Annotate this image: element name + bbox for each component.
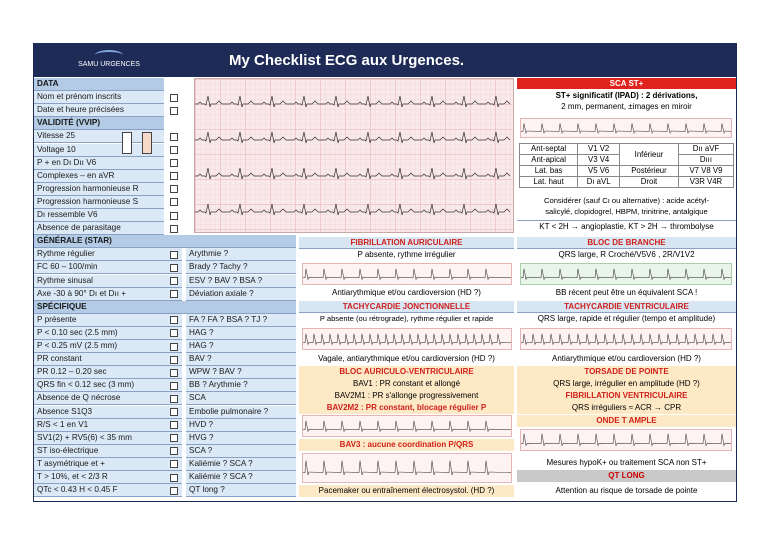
sca-consider2: salicylé, clopidogrel, HBPM, trinitrine, antalgique	[545, 207, 708, 216]
logo-text: SAMU URGENCES	[78, 61, 140, 68]
cell: Ant-apical	[520, 155, 578, 166]
checkbox[interactable]	[170, 159, 178, 167]
qt-note: Attention au risque de torsade de pointe	[555, 486, 698, 495]
checkbox[interactable]	[170, 356, 178, 364]
cell: V3R V4R	[678, 177, 733, 188]
cell: Postérieur	[620, 166, 679, 177]
cell: Dıı aVF	[678, 144, 733, 155]
checklist-item: SV1(2) + RV5(6) < 35 mm	[34, 432, 182, 445]
cell: Dı aVL	[578, 177, 620, 188]
bb-ecg-strip	[520, 263, 732, 285]
checkbox[interactable]	[170, 94, 178, 102]
checkbox[interactable]	[170, 329, 178, 337]
checkbox[interactable]	[170, 369, 178, 377]
checklist-item: PR constant	[34, 353, 182, 366]
checklist-item: T > 10%, et < 2/3 R	[34, 471, 182, 484]
bb-title: BLOC DE BRANCHE	[517, 237, 736, 249]
cell: Dııı	[678, 155, 733, 166]
question-item: Kaliémie ? SCA ?	[186, 458, 296, 471]
question-item: SCA	[186, 392, 296, 405]
checkbox[interactable]	[170, 185, 178, 193]
checkbox[interactable]	[170, 395, 178, 403]
checklist-item: Nom et prénom inscrits	[34, 91, 164, 104]
samu-logo	[74, 50, 144, 72]
tdp-line: QRS large, irrégulier en amplitude (HD ?)	[517, 378, 736, 390]
ot-note: Mesures hypoK+ ou traitement SCA non ST+	[546, 458, 707, 467]
speed-marker	[122, 132, 132, 154]
question-item: ESV ? BAV ? BSA ?	[186, 275, 296, 288]
ot-ecg-strip	[520, 429, 732, 451]
cell: V7 V8 V9	[678, 166, 733, 177]
checklist-item: Rythme sinusal	[34, 275, 182, 288]
checklist-card	[33, 43, 737, 502]
checkbox[interactable]	[170, 172, 178, 180]
question-item: HAG ?	[186, 340, 296, 353]
question-item: Déviation axiale ?	[186, 288, 296, 301]
bav-title: BLOC AURICULO-VENTRICULAIRE	[299, 366, 514, 378]
bav-note: Pacemaker ou entraînement électrosystol. (HD ?)	[299, 485, 514, 497]
checkbox[interactable]	[170, 146, 178, 154]
checklist-item: Complexes – en aVR	[34, 170, 164, 183]
section-header: GÉNÉRALE (STAR)	[34, 235, 296, 248]
tv-ecg-strip	[520, 328, 732, 350]
checkbox[interactable]	[170, 408, 178, 416]
sca-ecg-strip	[520, 118, 732, 138]
fa-ecg-strip	[302, 263, 512, 285]
tj-ecg-strip	[302, 328, 512, 350]
checkbox[interactable]	[170, 277, 178, 285]
ecg-12-lead-grid	[194, 78, 514, 233]
tj-line: P absente (ou rétrograde), rythme régulier et rapide	[299, 313, 514, 325]
checkbox[interactable]	[170, 421, 178, 429]
bav1-line: BAV1 : PR constant et allongé	[299, 378, 514, 390]
question-item: Kaliémie ? SCA ?	[186, 471, 296, 484]
qt-title: QT LONG	[517, 470, 736, 482]
checklist-item: QTc < 0.43 H < 0.45 F	[34, 484, 182, 497]
checklist-item: Absence de parasitage	[34, 222, 164, 235]
section-header: DATA	[34, 78, 164, 91]
tdp-title: TORSADE DE POINTE	[517, 366, 736, 378]
question-item: Arythmie ?	[186, 248, 296, 261]
fv-title: FIBRILLATION VENTRICULAIRE	[517, 390, 736, 402]
bav-ecg-strip	[302, 415, 512, 437]
checkbox[interactable]	[170, 264, 178, 272]
ecg-trace	[195, 79, 514, 233]
cell: Droit	[620, 177, 679, 188]
checklist-item: Date et heure précisées	[34, 104, 164, 117]
checkbox[interactable]	[170, 290, 178, 298]
checklist-item: P présente	[34, 314, 182, 327]
tv-note: Antiarythmique et/ou cardioversion (HD ?)	[552, 354, 701, 363]
tv-line: QRS large, rapide et régulier (tempo et amplitude)	[537, 314, 716, 323]
cell: Ant-septal	[520, 144, 578, 155]
question-item: BAV ?	[186, 353, 296, 366]
checkbox[interactable]	[170, 474, 178, 482]
checklist-item: Progression harmonieuse S	[34, 196, 164, 209]
checklist-item: P < 0.10 sec (2.5 mm)	[34, 327, 182, 340]
checkbox[interactable]	[170, 487, 178, 495]
bb-line: QRS large, R Croché/V5V6 , 2R/V1V2	[558, 250, 695, 259]
cell: Lat. bas	[520, 166, 578, 177]
checklist-item: T asymétrique et +	[34, 458, 182, 471]
question-item: QT long ?	[186, 484, 296, 497]
checklist-item: Voltage 10	[34, 144, 164, 157]
checkbox[interactable]	[170, 382, 178, 390]
fa-note: Antiarythmique et/ou cardioversion (HD ?)	[299, 287, 514, 299]
sca-territory-table	[519, 143, 734, 188]
question-item: HAG ?	[186, 327, 296, 340]
question-item: HVG ?	[186, 432, 296, 445]
ot-title: ONDE T AMPLE	[517, 415, 736, 427]
question-item: HVD ?	[186, 419, 296, 432]
checklist-item: R/S < 1 en V1	[34, 419, 182, 432]
page-title: My Checklist ECG aux Urgences.	[229, 52, 465, 69]
checkbox[interactable]	[170, 343, 178, 351]
cell: V5 V6	[578, 166, 620, 177]
checkbox[interactable]	[170, 198, 178, 206]
checklist-item: QRS fin < 0.12 sec (3 mm)	[34, 379, 182, 392]
checkbox[interactable]	[170, 225, 178, 233]
checklist-item: PR 0.12 – 0.20 sec	[34, 366, 182, 379]
checklist-item: Rythme régulier	[34, 248, 182, 261]
checklist-item: Absence de Q nécrose	[34, 392, 182, 405]
checklist-item: ST iso-électrique	[34, 445, 182, 458]
checklist-item: P + en Dı Dıı V6	[34, 157, 164, 170]
header-bar	[34, 44, 736, 77]
checkbox[interactable]	[170, 316, 178, 324]
fv-line: QRS irréguliers ≈ ACR → CPR	[517, 402, 736, 414]
cell: Lat. haut	[520, 177, 578, 188]
checklist-item: FC 60 – 100/min	[34, 261, 182, 274]
checkbox[interactable]	[170, 133, 178, 141]
question-item: Brady ? Tachy ?	[186, 261, 296, 274]
bb-note: BB récent peut être un équivalent SCA !	[555, 288, 698, 297]
voltage-marker	[142, 132, 152, 154]
tj-note: Vagale, antiarythmique et/ou cardioversion (HD ?)	[299, 353, 514, 365]
sca-line2: 2 mm, permanent, ±images en miroir	[561, 102, 692, 111]
checkbox[interactable]	[170, 460, 178, 468]
fa-title: FIBRILLATION AURICULAIRE	[299, 237, 514, 249]
checklist-item: Dı ressemble V6	[34, 209, 164, 222]
cell: Inférieur	[620, 144, 679, 166]
question-item: SCA ?	[186, 445, 296, 458]
checklist-item: P < 0.25 mV (2.5 mm)	[34, 340, 182, 353]
sca-kt: KT < 2H → angioplastie, KT > 2H → thrombolyse	[517, 220, 736, 232]
checklist-item: Axe -30 à 90° Dı et Dıı +	[34, 288, 182, 301]
bav2m1-line: BAV2M1 : PR s'allonge progressivement	[299, 390, 514, 402]
checkbox[interactable]	[170, 212, 178, 220]
checklist-item: Absence S1Q3	[34, 406, 182, 419]
bav2m2-line: BAV2M2 : PR constant, blocage régulier P	[299, 402, 514, 414]
section-header: VALIDITÉ (VVIP)	[34, 117, 164, 130]
question-item: WPW ? BAV ?	[186, 366, 296, 379]
checkbox[interactable]	[170, 107, 178, 115]
tv-title: TACHYCARDIE VENTRICULAIRE	[517, 301, 736, 313]
tj-title: TACHYCARDIE JONCTIONNELLE	[299, 301, 514, 313]
checkbox[interactable]	[170, 251, 178, 259]
checklist-item: Vitesse 25	[34, 130, 164, 143]
sca-line1: ST+ significatif (IPAD) : 2 dérivations,	[555, 91, 698, 100]
checklist-item: Progression harmonieuse R	[34, 183, 164, 196]
section-header: SPÉCIFIQUE	[34, 301, 296, 314]
cell: V3 V4	[578, 155, 620, 166]
bav3-ecg-strip	[302, 453, 512, 483]
question-item: BB ? Arythmie ?	[186, 379, 296, 392]
sca-consider1: Considérer (sauf Cı ou alternative) : acide acétyl-	[543, 196, 710, 205]
checkbox[interactable]	[170, 447, 178, 455]
question-item: Embolie pulmonaire ?	[186, 406, 296, 419]
cell: V1 V2	[578, 144, 620, 155]
sca-title: SCA ST+	[517, 78, 736, 89]
bav3-line: BAV3 : aucune coordination P/QRS	[299, 439, 514, 451]
fa-line: P absente, rythme irrégulier	[299, 249, 514, 261]
question-item: FA ? FA ? BSA ? TJ ?	[186, 314, 296, 327]
checkbox[interactable]	[170, 434, 178, 442]
